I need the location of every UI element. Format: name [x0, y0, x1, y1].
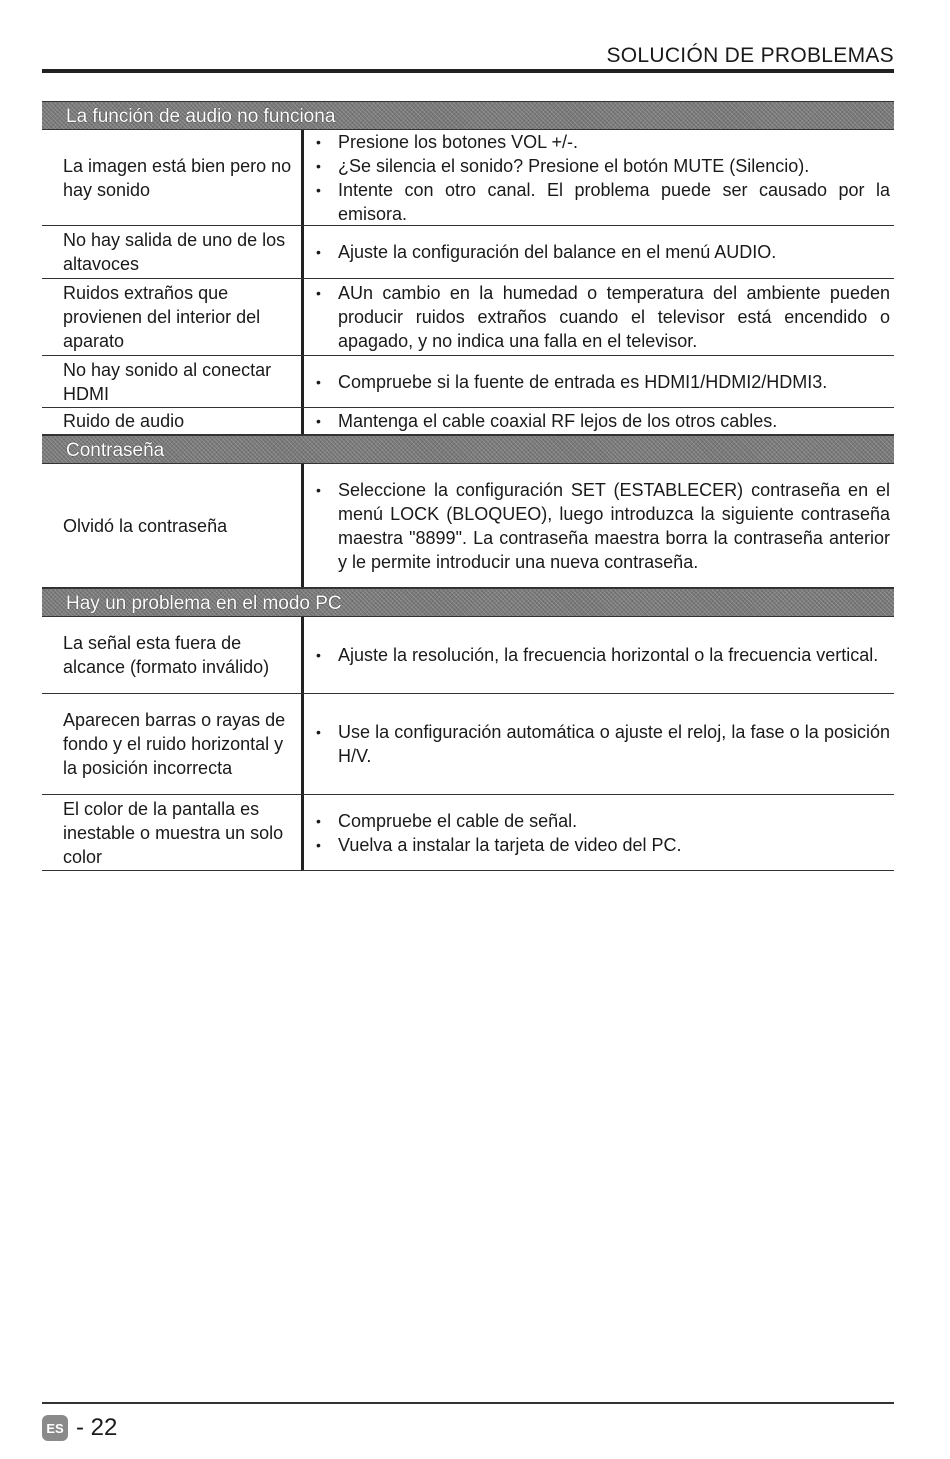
bullet-icon: • [316, 812, 321, 829]
solution-cell [304, 617, 894, 693]
solution-cell [304, 356, 894, 407]
bullet-icon: • [316, 413, 321, 429]
problem-cell: Ruidos extraños que provienen del interior del aparato [42, 279, 304, 355]
table-row [42, 279, 894, 356]
list-item: • Compruebe si la fuente de entrada es HDMI1/HDMI2/HDMI3. [316, 371, 828, 392]
bullet-icon: • [316, 724, 321, 740]
table-row [42, 408, 894, 435]
table-row [42, 795, 894, 871]
page-footer [42, 1414, 117, 1442]
table-row [42, 356, 894, 408]
list-item: • Vuelva a instalar la tarjeta de video del PC. [316, 834, 682, 855]
list-item: • Presione los botones VOL +/-. [316, 131, 578, 152]
problem-cell: Aparecen barras o rayas de fondo y el ruido horizontal y la posición incorrecta [42, 694, 304, 794]
list-item: • ¿Se silencia el sonido? Presione el botón MUTE (Silencio). [316, 155, 810, 176]
bullet-icon: • [316, 647, 321, 663]
list-item: • Intente con otro canal. El problema puede ser causado por la emisora. [316, 179, 890, 224]
problem-cell: La imagen está bien pero no hay sonido [42, 130, 304, 225]
section-header-password: Contraseña [42, 435, 894, 464]
solution-cell [304, 694, 894, 794]
list-item: • Use la configuración automática o ajuste el reloj, la fase o la posición H/V. [316, 722, 890, 766]
list-item: • AUn cambio en la humedad o temperatura del ambiente pueden producir ruidos extraños cuando el televisor está encendido o apagado, y no indica una falla en el televisor. [316, 283, 890, 351]
problem-cell: No hay salida de uno de los altavoces [42, 226, 304, 278]
bullet-icon: • [316, 181, 321, 198]
solution-cell [304, 408, 894, 434]
header-rule [42, 69, 894, 73]
list-item: • Ajuste la configuración del balance en el menú AUDIO. [316, 242, 777, 262]
list-item: • Seleccione la configuración SET (ESTABLECER) contraseña en el menú LOCK (BLOQUEO), luego introduzca la siguiente contraseña maestra "8899". La contraseña maestra borra la contraseña anterior y le permite introducir una nueva contraseña. [316, 479, 890, 572]
solution-cell [304, 795, 894, 870]
solution-cell [304, 464, 894, 587]
list-item: • Mantenga el cable coaxial RF lejos de los otros cables. [316, 411, 778, 431]
language-badge-icon: ES [42, 1415, 68, 1441]
troubleshooting-table [42, 101, 894, 871]
solution-cell [304, 130, 894, 225]
page-number: - 22 [76, 1414, 118, 1441]
bullet-icon: • [316, 373, 321, 390]
page-title: SOLUCIÓN DE PROBLEMAS [606, 44, 894, 67]
bullet-icon: • [316, 285, 321, 301]
table-row [42, 226, 894, 279]
table-row [42, 694, 894, 795]
table-row [42, 130, 894, 226]
bullet-icon: • [316, 481, 321, 498]
bullet-icon: • [316, 133, 321, 150]
problem-cell: La señal esta fuera de alcance (formato inválido) [42, 617, 304, 693]
problem-cell: Olvidó la contraseña [42, 464, 304, 587]
section-header-pc-mode: Hay un problema en el modo PC [42, 588, 894, 617]
solution-cell [304, 226, 894, 278]
table-row [42, 617, 894, 694]
solution-cell [304, 279, 894, 355]
list-item: • Compruebe el cable de señal. [316, 810, 578, 831]
bullet-icon: • [316, 157, 321, 174]
problem-cell: El color de la pantalla es inestable o muestra un solo color [42, 795, 304, 870]
footer-rule [42, 1402, 894, 1404]
table-row [42, 464, 894, 588]
problem-cell: No hay sonido al conectar HDMI [42, 356, 304, 407]
bullet-icon: • [316, 244, 321, 260]
bullet-icon: • [316, 836, 321, 853]
section-header-audio: La función de audio no funciona [42, 101, 894, 130]
list-item: • Ajuste la resolución, la frecuencia horizontal o la frecuencia vertical. [316, 645, 879, 665]
problem-cell: Ruido de audio [42, 408, 304, 434]
